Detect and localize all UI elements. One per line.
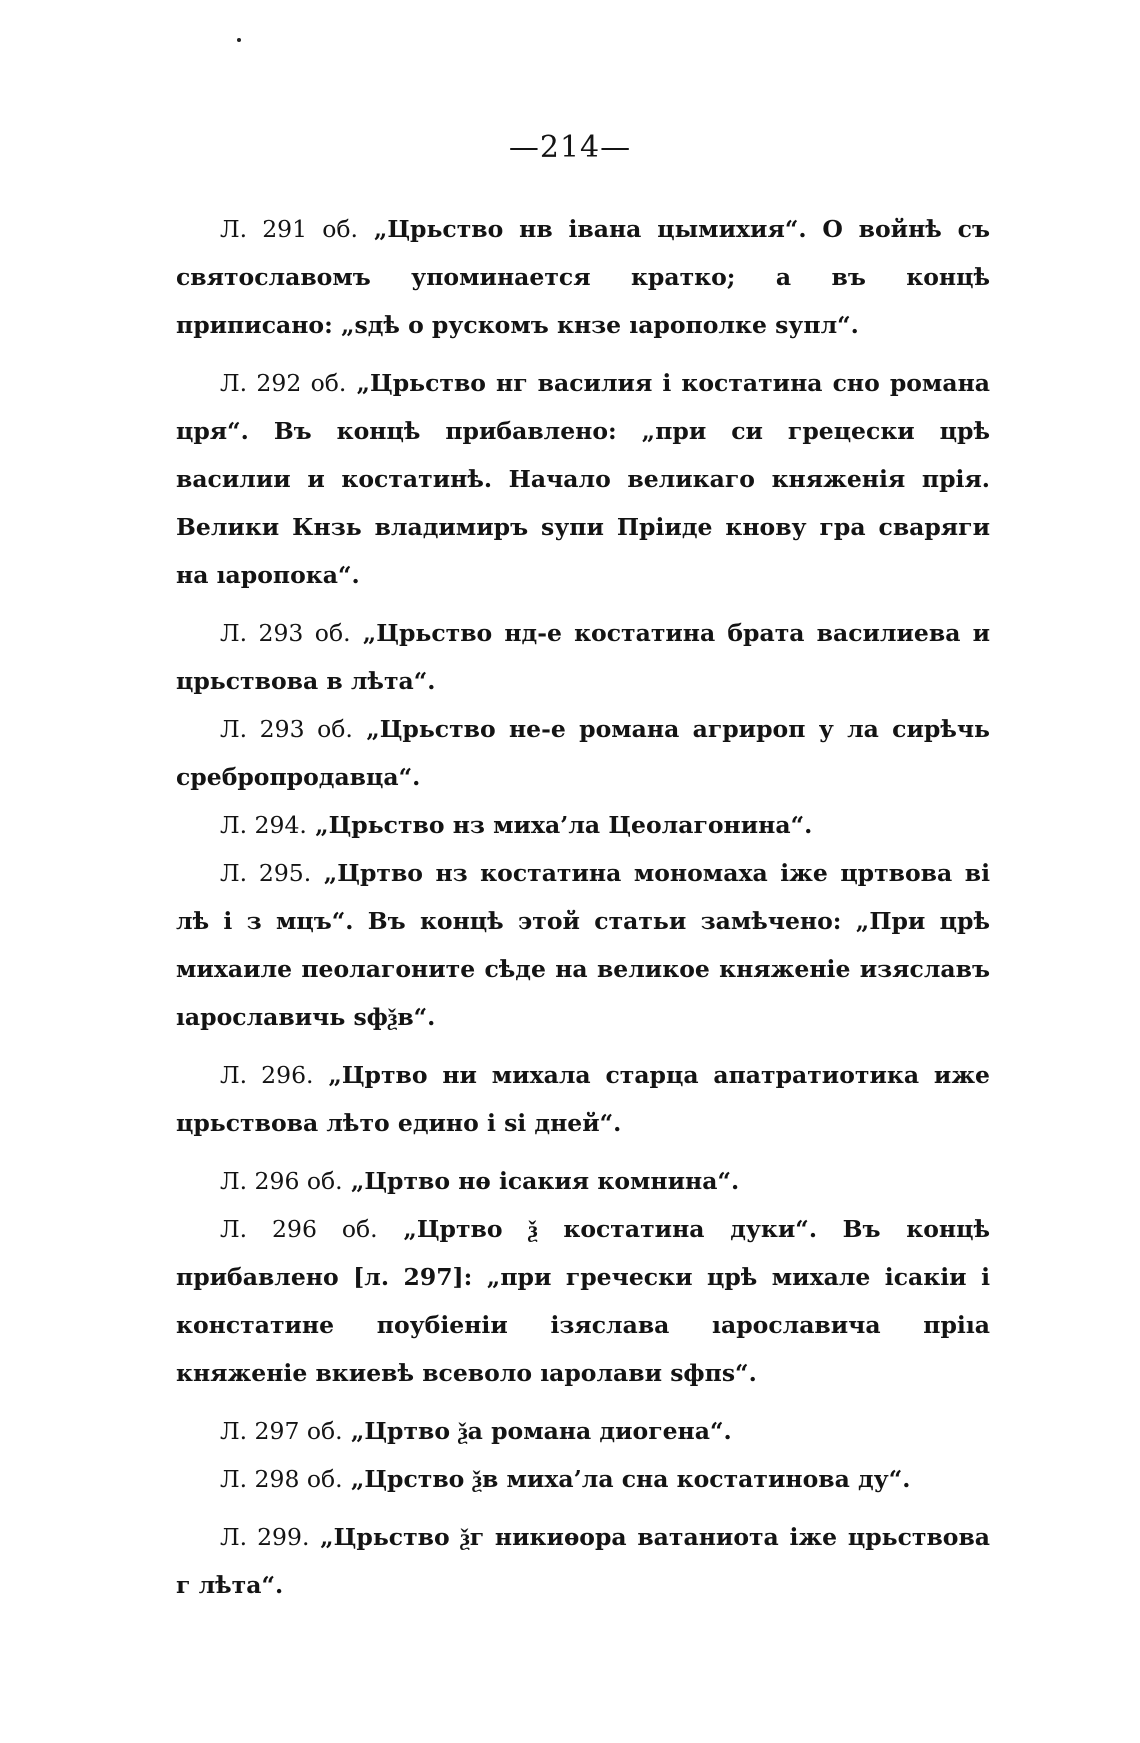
entry-folio-293-b [176, 705, 990, 801]
entry-text: „Цртво нѳ ісакия комнина“. [350, 1167, 740, 1195]
entry-text: „Цртво ни михала старца апатратиотика иже црьствова лѣто едино і ѕі дней“. [176, 1061, 991, 1137]
entry-text: „Црьство нз миха’ла Цеолагонина“. [315, 811, 813, 839]
entry-folio-296 [176, 1051, 990, 1147]
folio-ref: Л. 297 об. [220, 1417, 343, 1445]
folio-ref: Л. 299. [220, 1523, 310, 1551]
folio-ref: Л. 294. [220, 811, 307, 839]
folio-ref: Л. 293 об. [220, 619, 351, 647]
folio-ref: Л. 292 об. [220, 369, 347, 397]
entry-folio-292 [176, 359, 990, 599]
entry-folio-297 [176, 1407, 990, 1455]
folio-ref: Л. 298 об. [220, 1465, 343, 1493]
entry-text: „Цртво нз костатина мономаха іже цртвова ві лѣ і з мцъ“. Въ концѣ этой статьи замѣчено: „При црѣ михаиле пеолагоните сѣде на великое княженіе изяславъ ıарославичь ѕфѯв“. [176, 859, 990, 1031]
entry-list [176, 205, 990, 1609]
folio-ref: Л. 293 об. [220, 715, 353, 743]
entry-folio-291 [176, 205, 990, 349]
entry-folio-296-ob-a [176, 1157, 990, 1205]
folio-ref: Л. 296. [220, 1061, 314, 1089]
entry-folio-294 [176, 801, 990, 849]
page-number: —214— [508, 130, 632, 165]
entry-text: „Црьство ѯг никиѳора ватаниота іже црьствова г лѣта“. [176, 1523, 991, 1599]
entry-folio-299 [176, 1513, 990, 1609]
entry-text: „Црьство нд-е костатина брата василиева и црьствова в лѣта“. [176, 619, 991, 695]
entry-text: „Црьство нв івана цымихия“. О войнѣ съ святославомъ упоминается кратко; а въ концѣ приписано: „ѕдѣ о рускомъ кнзе ıарополке ѕупл“. [176, 215, 991, 339]
ink-speck [237, 38, 241, 42]
folio-ref: Л. 295. [220, 859, 312, 887]
entry-text: „Црьство нг василия і костатина сно романа цря“. Въ концѣ прибавлено: „при си грецески црѣ василии и костатинѣ. Начало великаго княженія прія. Велики Кнзь владимиръ ѕупи Пріиде кнову гра сваряги на ıаропока“. [176, 369, 990, 589]
entry-folio-298 [176, 1455, 990, 1503]
entry-text: „Црство ѯв миха’ла сна костатинова ду“. [350, 1465, 911, 1493]
entry-text: „Цртво ѯа романа диогена“. [350, 1417, 732, 1445]
entry-text: „Црьство не-е романа агрироп у ла сирѣчь сребропродавца“. [176, 715, 991, 791]
entry-folio-295 [176, 849, 990, 1041]
entry-folio-293-a [176, 609, 990, 705]
entry-folio-296-ob-b [176, 1205, 990, 1397]
folio-ref: Л. 291 об. [220, 215, 358, 243]
entry-text: „Цртво ѯ костатина дуки“. Въ концѣ прибавлено [л. 297]: „при гречески црѣ михале ісакіи і констатине поубіеніи ізяслава ıарославича пріıа княженіе вкиевѣ всеволо ıаролави ѕфпѕ“. [176, 1215, 990, 1387]
folio-ref: Л. 296 об. [220, 1167, 343, 1195]
folio-ref: Л. 296 об. [220, 1215, 378, 1243]
